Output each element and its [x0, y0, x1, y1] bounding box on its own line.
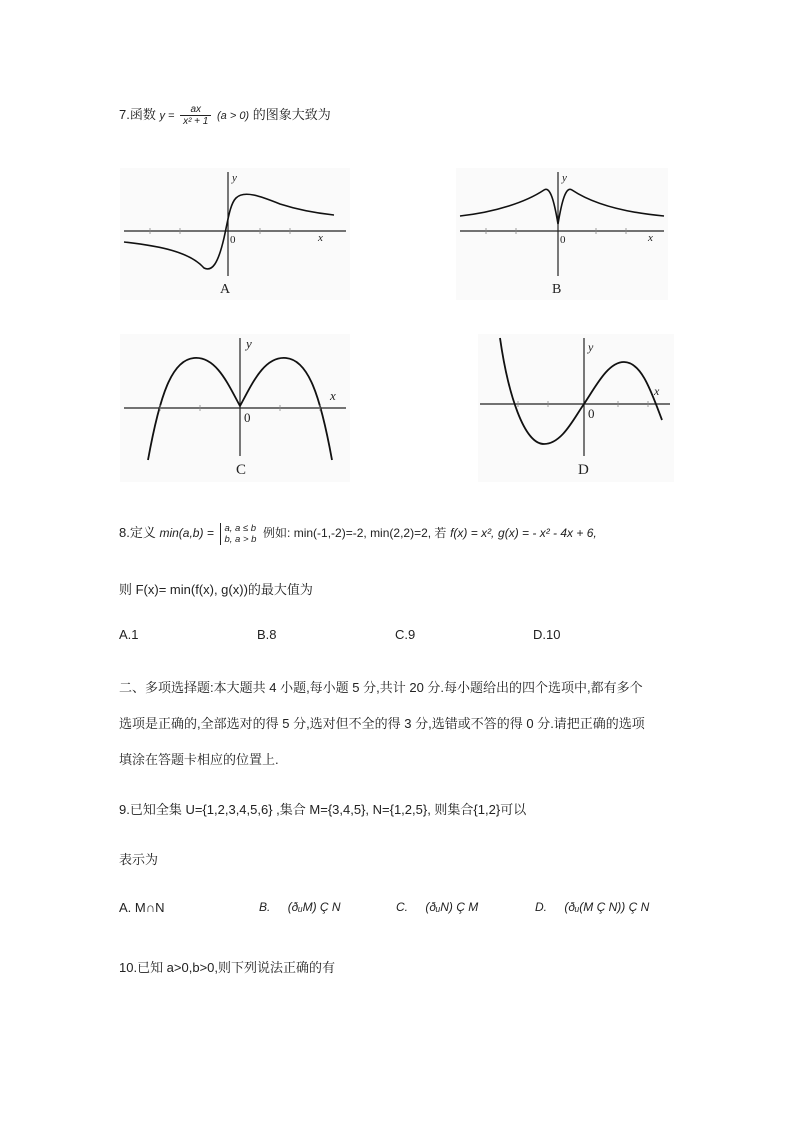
q7-prefix: 7.函数 — [119, 107, 156, 122]
q9-option-a: A. M∩N — [119, 900, 165, 915]
q8-option-a: A.1 — [119, 627, 139, 642]
graph-d-y-label: y — [588, 340, 594, 354]
q8-stem — [119, 522, 597, 545]
q8-prefix: 8.定义 — [119, 525, 156, 540]
q9-option-b-expr: (ðᵤM) Ç N — [287, 900, 341, 914]
graph-c — [120, 334, 350, 482]
graph-b — [456, 168, 668, 300]
section2-line2: 选项是正确的,全部选对的得 5 分,选对但不全的得 3 分,选错或不答的得 0 分.请把正确的选项 — [119, 716, 645, 731]
graph-c-y-label: y — [246, 336, 252, 351]
graph-a — [120, 168, 350, 300]
q7-denominator: x² + 1 — [183, 116, 209, 128]
q7-suffix: 的图象大致为 — [252, 107, 331, 122]
q8-gx: g(x) = - x² - 4x + 6, — [498, 526, 597, 540]
q9-option-d — [535, 900, 649, 914]
graph-c-label: C — [236, 462, 247, 478]
graph-a-x-label: x — [318, 232, 323, 244]
q9-option-c — [396, 900, 478, 914]
graph-a-origin: 0 — [230, 234, 236, 246]
graph-c-origin: 0 — [244, 410, 251, 425]
graph-a-label: A — [220, 282, 231, 297]
q9-option-c-label: C. — [396, 900, 408, 914]
q8-option-b: B.8 — [257, 627, 277, 642]
section2-line1: 二、多项选择题:本大题共 4 小题,每小题 5 分,共计 20 分.每小题给出的四个选项中,都有多个 — [119, 680, 643, 695]
q7-numerator: ax — [180, 104, 211, 116]
graph-d-origin: 0 — [588, 406, 595, 421]
q9-option-c-expr: (ðᵤN) Ç M — [425, 900, 479, 914]
graph-b-label: B — [552, 282, 562, 297]
q8-case2: b, a > b — [224, 533, 257, 545]
q8-fx: f(x) = x², — [450, 526, 495, 540]
q8-example: 例如: min(-1,-2)=-2, min(2,2)=2, 若 — [263, 526, 447, 540]
q8-option-d: D.10 — [533, 627, 561, 642]
q9-line2: 表示为 — [119, 852, 159, 867]
q8-line2: 则 F(x)= min(f(x), g(x))的最大值为 — [119, 582, 313, 597]
graph-b-origin: 0 — [560, 234, 566, 246]
q7-stem — [119, 104, 331, 127]
q9-option-d-expr: (ðᵤ(M Ç N)) Ç N — [564, 900, 650, 914]
q10-line1: 10.已知 a>0,b>0,则下列说法正确的有 — [119, 960, 336, 975]
q7-y-eq: y = — [159, 110, 175, 122]
q8-func: min(a,b) = — [159, 526, 214, 540]
graph-b-x-label: x — [648, 232, 653, 244]
q8-option-c: C.9 — [395, 627, 416, 642]
q8-piecewise — [220, 523, 256, 545]
graph-d — [478, 334, 674, 482]
graph-d-x-label: x — [654, 384, 660, 398]
graph-b-y-label: y — [562, 172, 567, 184]
q8-case1: a, a ≤ b — [224, 522, 257, 534]
q9-option-b — [259, 900, 341, 914]
graph-c-x-label: x — [330, 388, 336, 403]
section2-line3: 填涂在答题卡相应的位置上. — [119, 752, 279, 767]
q9-line1: 9.已知全集 U={1,2,3,4,5,6} ,集合 M={3,4,5}, N={1,2,5}, 则集合{1,2}可以 — [119, 802, 527, 817]
q7-condition: (a > 0) — [217, 110, 250, 122]
q7-fraction — [180, 104, 211, 127]
graph-d-label: D — [578, 462, 589, 478]
graph-a-y-label: y — [232, 172, 237, 184]
q9-option-d-label: D. — [535, 900, 547, 914]
q9-option-b-label: B. — [259, 900, 271, 914]
